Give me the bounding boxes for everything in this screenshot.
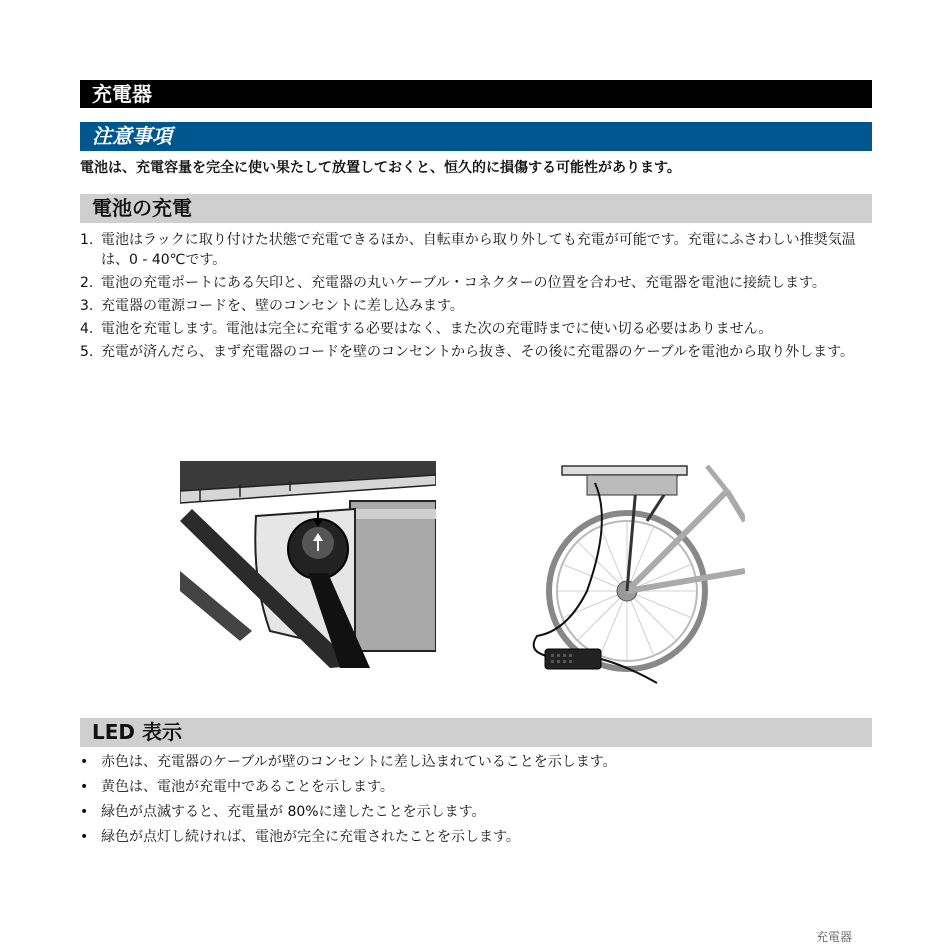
charging-heading: 電池の充電: [80, 194, 872, 223]
caution-text: 電池は、充電容量を完全に使い果たして放置しておくと、恒久的に損傷する可能性があります。: [80, 160, 681, 176]
bullet: •: [80, 829, 89, 845]
led-item-text: 緑色が点滅すると、充電量が 80%に達したことを示します。: [101, 804, 486, 820]
step-text: 充電が済んだら、まず充電器のコードを壁のコンセントから抜き、その後に充電器のケーブルを電池から取り外します。: [101, 344, 855, 360]
step-number: 2.: [80, 275, 94, 291]
step-text: 電池はラックに取り付けた状態で充電できるほか、自転車から取り外しても充電が可能です。充電にふさわしい推奨気温は、0 - 40℃です。: [101, 232, 856, 268]
page-footer: 充電器: [816, 930, 853, 944]
led-list: [80, 752, 872, 852]
step-number: 3.: [80, 298, 94, 314]
bicycle-charging-illustration: [527, 461, 745, 686]
led-item-text: 黄色は、電池が充電中であることを示します。: [101, 779, 394, 795]
led-item-text: 緑色が点灯し続ければ、電池が完全に充電されたことを示します。: [101, 829, 520, 845]
led-item-text: 赤色は、充電器のケーブルが壁のコンセントに差し込まれていることを示します。: [101, 754, 617, 770]
step-item: [80, 273, 872, 293]
charging-port-illustration: [180, 461, 436, 668]
step-item: [80, 319, 872, 339]
led-item: [80, 777, 872, 797]
caution-heading: 注意事項: [80, 122, 872, 151]
step-number: 4.: [80, 321, 94, 337]
step-number: 1.: [80, 232, 94, 248]
led-item: [80, 827, 872, 847]
step-number: 5.: [80, 344, 94, 360]
section-header-charger: 充電器: [80, 80, 872, 108]
charging-steps: [80, 230, 872, 365]
step-text: 電池を充電します。電池は完全に充電する必要はなく、また次の充電時までに使い切る必要はありません。: [101, 321, 773, 337]
step-text: 充電器の電源コードを、壁のコンセントに差し込みます。: [101, 298, 464, 314]
bullet: •: [80, 779, 89, 795]
bullet: •: [80, 804, 89, 820]
led-item: [80, 802, 872, 822]
step-text: 電池の充電ポートにある矢印と、充電器の丸いケーブル・コネクターの位置を合わせ、充電器を電池に接続します。: [101, 275, 826, 291]
bullet: •: [80, 754, 89, 770]
led-item: [80, 752, 872, 772]
led-heading: LED 表示: [80, 718, 872, 747]
step-item: [80, 296, 872, 316]
step-item: [80, 230, 872, 270]
step-item: [80, 342, 872, 362]
